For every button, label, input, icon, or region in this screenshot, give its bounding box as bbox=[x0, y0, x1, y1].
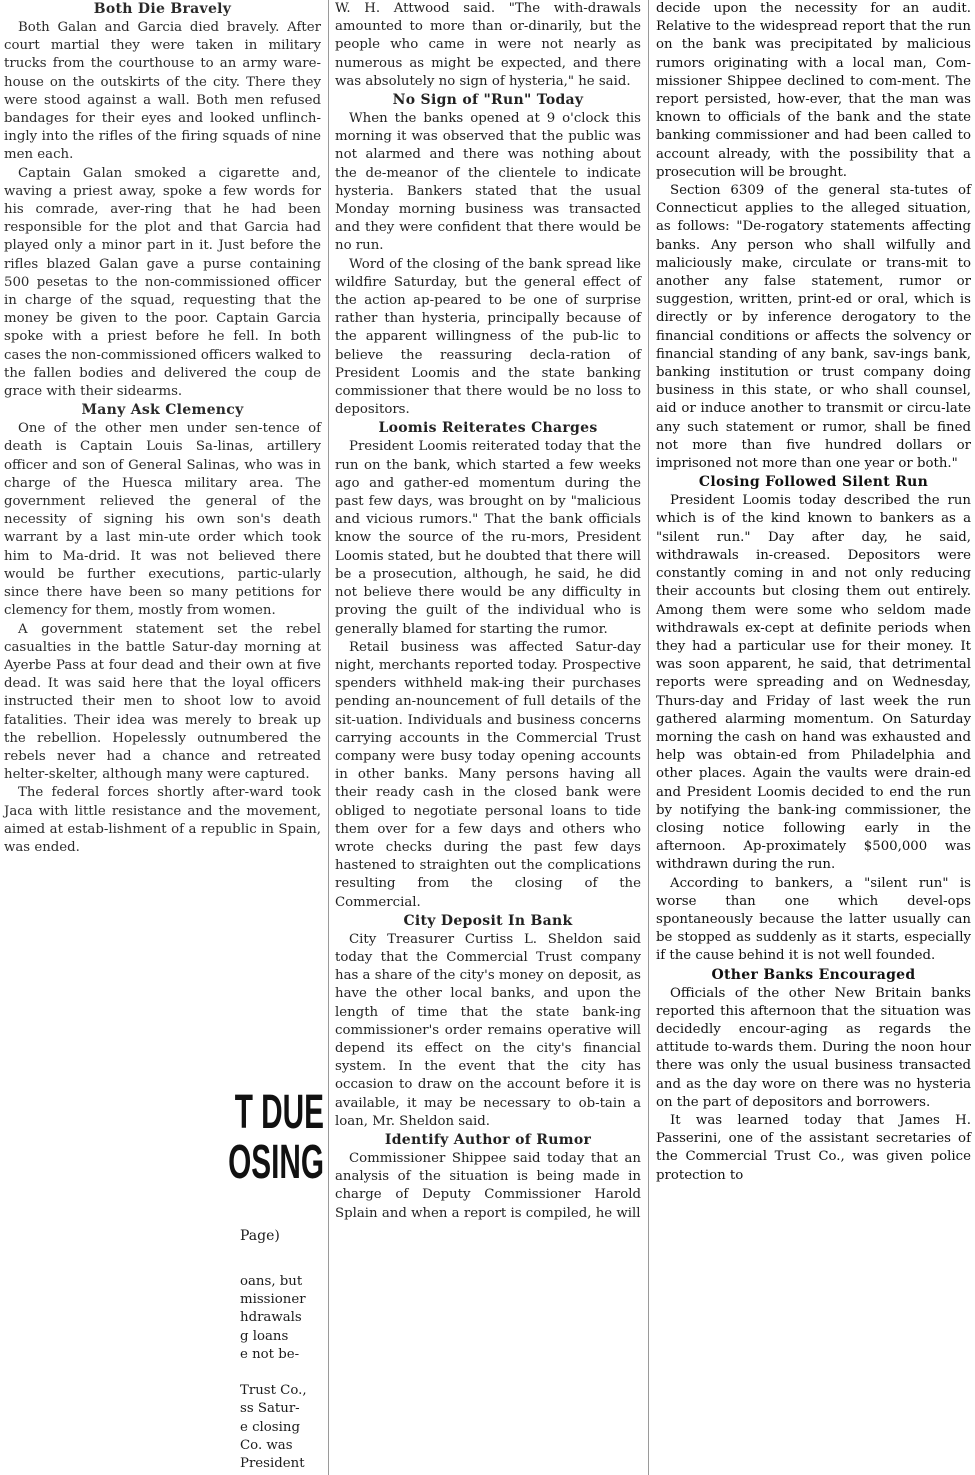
article-column-3 bbox=[652, 0, 975, 1475]
clipped-page-ref: Page) bbox=[240, 1228, 280, 1244]
column-rule bbox=[648, 0, 649, 1475]
article-paragraph: It was learned today that James H. Passerini, one of the assistant secretaries of the Commercial Trust Co., was given police protection to bbox=[656, 1112, 971, 1183]
clipped-headline bbox=[200, 1088, 324, 1188]
article-paragraph: The federal forces shortly after-ward took Jaca with little resistance and the movement, aimed at estab-lishment of a republic in Spain, was ended. bbox=[4, 785, 321, 855]
clipped-text-line: g loans bbox=[240, 1328, 289, 1344]
section-heading-identify-author-of-rumor: Identify Author of Rumor bbox=[384, 1131, 592, 1148]
article-paragraph: When the banks opened at 9 o'clock this morning it was observed that the public was not alarmed and there was nothing about the de-meanor of the clientele to indicate hysteria. Bankers stated that the usual Monday morning business was transacted and they were confident that there would be no run. bbox=[335, 111, 641, 254]
clipped-article-fragment bbox=[228, 1068, 324, 1475]
article-paragraph: Both Galan and Garcia died bravely. After court martial they were taken in military trucks from the courthouse to an army ware-house on the outskirts of the city. There they were stood against a wall. Both men refused bandages for their eyes and looked unflinch-ingly into the rifles of the firing squads of nine men each. bbox=[4, 20, 321, 163]
clipped-text-line: oans, but bbox=[240, 1274, 303, 1289]
column-rule bbox=[328, 0, 329, 1475]
article-paragraph: W. H. Attwood said. "The with-drawals amounted to more than or-dinarily, but the people who came in were not nearly as numerous as might be expected, and there was absolutely no sign of hysteria," he said. bbox=[335, 1, 641, 89]
section-heading-other-banks-encouraged: Other Banks Encouraged bbox=[711, 966, 916, 983]
article-paragraph: decide upon the necessity for an audit. Relative to the widespread report that the run on the bank was precipitated by malicious rumors originating with a local man, Com-missioner Shippee declined to com-ment. The report persisted, how-ever, that the man was known to officials of the bank and the state banking commissioner and had been called to account already, with the possibility that a prosecution will be brought. bbox=[656, 1, 971, 180]
section-heading-no-sign-of-run-today: No Sign of "Run" Today bbox=[392, 92, 584, 109]
clipped-text-line: e closing bbox=[240, 1419, 300, 1435]
clipped-headline-line: OSING bbox=[228, 1136, 324, 1189]
clipped-text-line: ss Satur- bbox=[240, 1401, 300, 1417]
section-heading-many-ask-clemency: Many Ask Clemency bbox=[81, 402, 244, 419]
article-paragraph: President Loomis today described the run which is of the kind known to bankers as a "silent run." Day after day, he said, withdrawals in-creased. Depositors were constantly coming in and not only reducing their accounts but closing them out entirely. Among them were some who seldom made withdrawals ex-cept at definite periods when they had a particular use for their money. It was soon apparent, he said, that detrimental reports were spreading and on Wednesday, Thurs-day and Friday of last week the run gathered alarming momentum. On Saturday morning the cash on hand was exhausted and help was obtain-ed from Philadelphia and other places. Again the vaults were drain-ed and President Loomis decided to end the run by notifying the bank-ing commissioner, the closing notice following early in the afternoon. Ap-proximately $500,000 was withdrawn during the run. bbox=[656, 493, 971, 873]
article-paragraph: Retail business was affected Satur-day night, merchants reported today. Prospective spenders withheld mak-ing their purchases pending an-nouncement of full details of the sit-uation. Individuals and business concerns carrying accounts in the Commercial Trust company were busy today opening accounts in other banks. Many persons having all their ready cash in the closed bank were obliged to negotiate personal loans to tide them over for a few days and others who wrote checks during the past few days hastened to straighten out the complications resulting from the closing of the Commercial. bbox=[335, 639, 641, 910]
section-heading-both-die-bravely: Both Die Bravely bbox=[93, 1, 232, 17]
clipped-text-line bbox=[240, 1364, 330, 1382]
clipped-text-line: e not be- bbox=[240, 1346, 300, 1362]
article-column-1 bbox=[0, 0, 325, 1068]
clipped-text-line: Co. was bbox=[240, 1437, 293, 1453]
clipped-headline-line: T DUE bbox=[234, 1086, 324, 1139]
clipped-text-line: Trust Co., bbox=[240, 1383, 307, 1399]
clipped-text-lines bbox=[240, 1273, 330, 1473]
section-heading-city-deposit-in-bank: City Deposit In Bank bbox=[403, 912, 573, 929]
article-column-2 bbox=[331, 0, 645, 1475]
article-paragraph: One of the other men under sen-tence of death is Captain Louis Sa-linas, artillery officer and son of General Salinas, who was in charge of the Huesca military area. The government relieved the general of the necessity of signing his own son's death warrant by a last min-ute order which took him to Ma-drid. It was not believed there would be further executions, partic-ularly since there have been so many petitions for clemency for them, mostly from women. bbox=[4, 421, 321, 619]
article-paragraph: City Treasurer Curtiss L. Sheldon said today that the Commercial Trust company has a share of the city's money on deposit, as have the other local banks, and upon the length of time that the state bank-ing commissioner's order remains operative will depend its effect on the city's financial system. In the event that the city has occasion to draw on the account before it is available, it may be necessary to ob-tain a loan, Mr. Sheldon said. bbox=[335, 931, 641, 1129]
clipped-text-line: President bbox=[240, 1456, 305, 1472]
article-paragraph: Commissioner Shippee said today that an analysis of the situation is being made in charge of Deputy Commissioner Harold Splain and when a report is compiled, he will bbox=[335, 1150, 641, 1221]
clipped-text-line: missioner bbox=[240, 1292, 306, 1308]
section-heading-closing-followed-silent-run: Closing Followed Silent Run bbox=[698, 474, 929, 491]
clipped-text-line: hdrawals bbox=[240, 1310, 302, 1326]
article-paragraph: According to bankers, a "silent run" is worse than one which devel-ops spontaneously because the latter usually can be stopped as suddenly as it starts, especially if the cause behind it is not well founded. bbox=[656, 875, 971, 964]
section-heading-loomis-reiterates-charges: Loomis Reiterates Charges bbox=[378, 420, 598, 437]
article-paragraph: Captain Galan smoked a cigarette and, waving a priest away, spoke a few words for his comrade, aver-ring that he had been responsible for the plot and that Garcia had played only a minor part in it. Just before the rifles blazed Galan gave a purse containing 500 pesetas to the non-commissioned officer in charge of the squad, requesting that the money be given to the poor. Captain Garcia spoke with a priest before he fell. In both cases the non-commissioned officers walked to the fallen bodies and delivered the coup de grace with their sidearms. bbox=[4, 165, 321, 400]
article-paragraph: A government statement set the rebel casualties in the battle Satur-day morning at Ayerbe Pass at four dead and their own at five dead. It was said here that the loyal officers instructed their men to shoot low to avoid fatalities. Their idea was merely to break up the rebellion. Hopelessly outnumbered the rebels never had a chance and retreated helter-skelter, although many were captured. bbox=[4, 621, 321, 783]
article-paragraph: President Loomis reiterated today that the run on the bank, which started a few weeks ago and gather-ed momentum during the past few days, was brought on by "malicious and vicious rumors." That the bank officials know the source of the ru-mors, President Loomis stated, but he doubted that there will be a prosecution, although, he said, he did not believe there would be any difficulty in proving the guilt of the individual who is generally blamed for starting the rumor. bbox=[335, 439, 641, 637]
article-paragraph: Officials of the other New Britain banks reported this afternoon that the situation was decidedly encour-aging as regards the attitude to-wards them. During the noon hour there was only the usual business transacted and as the day wore on there was no hysteria on the part of depositors and borrowers. bbox=[656, 985, 971, 1110]
article-paragraph: Section 6309 of the general sta-tutes of Connecticut applies to the alleged situation, as follows: "De-rogatory statements affecting banks. Any person who shall wilfully and maliciously make, circulate or trans-mit to another any false statement, rumor or suggestion, written, print-ed or oral, which is directly or by inference derogatory to the financial conditions or affects the solvency or financial standing of any bank, sav-ings bank, banking institution or trust company doing business in this state, or who shall counsel, aid or induce another to transmit or circu-late any such statement or rumor, shall be fined not more than five hundred dollars or imprisoned not more than one year or both." bbox=[656, 183, 971, 472]
article-paragraph: Word of the closing of the bank spread like wildfire Saturday, but the general effect of the action ap-peared to be one of surprise rather than hysteria, principally because of the apparent willingness of the pub-lic to believe the reassuring decla-ration of President Loomis and the state banking commissioner that there would be no loss to depositors. bbox=[335, 256, 641, 418]
